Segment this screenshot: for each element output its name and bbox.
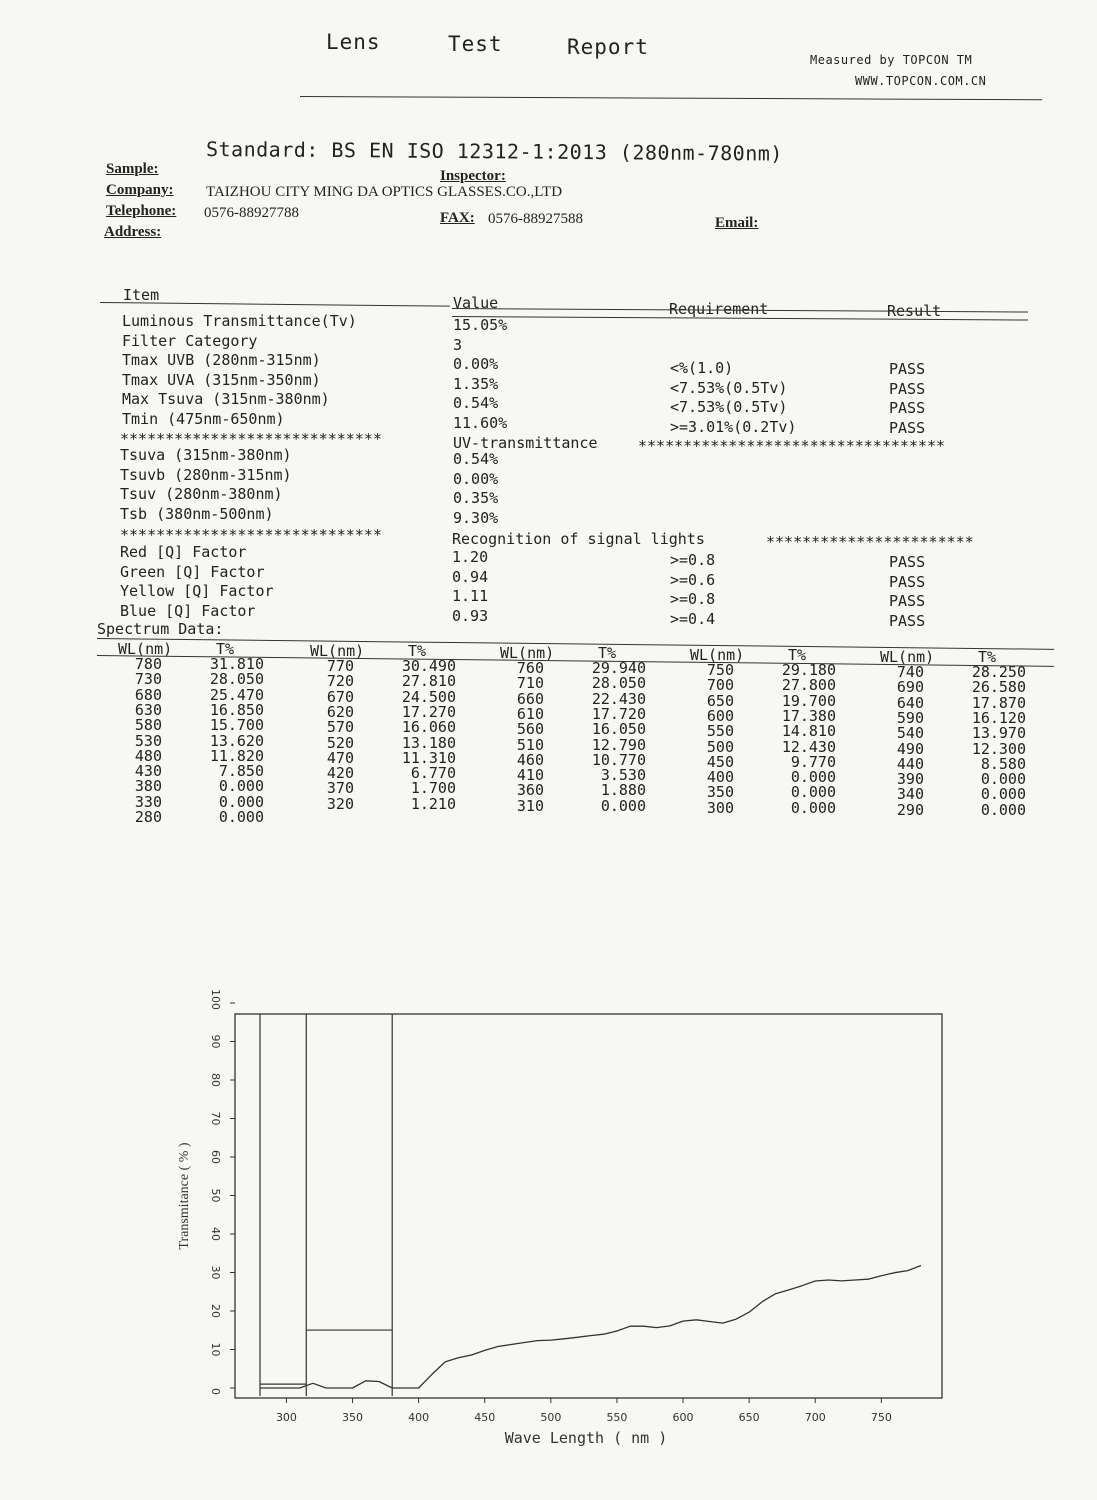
signal-row-requirement: >=0.4 <box>670 609 716 628</box>
spectrum-wl-cell: 770 <box>326 657 354 675</box>
spectrum-t-cell: 0.000 <box>218 777 264 796</box>
spectrum-t-cell: 29.940 <box>591 659 646 677</box>
spectrum-t-cell: 0.000 <box>600 796 646 815</box>
y-tick-label: 50 <box>209 1188 222 1203</box>
spectrum-wl-cell: 720 <box>326 672 354 691</box>
y-tick-label: 0 <box>209 1388 222 1395</box>
spectrum-wl-cell: 660 <box>516 689 544 708</box>
spectrum-t-cell: 27.810 <box>401 672 456 691</box>
spectrum-t-cell: 0.000 <box>218 792 264 811</box>
spectrum-wl-cell: 420 <box>326 764 354 783</box>
x-tick-label: 500 <box>540 1411 562 1424</box>
spectrum-t-cell: 0.000 <box>790 783 836 802</box>
signal-row-value: 0.93 <box>452 606 489 625</box>
spectrum-wl-cell: 380 <box>134 777 162 796</box>
spectrum-t-cell: 8.580 <box>980 754 1026 773</box>
signal-row-requirement: >=0.8 <box>670 551 716 569</box>
spectrum-wl-cell: 390 <box>896 770 924 789</box>
plot-frame <box>235 1014 942 1398</box>
x-tick-label: 650 <box>738 1411 760 1424</box>
spectrum-wl-cell: 500 <box>706 737 734 756</box>
spectrum-t-cell: 17.720 <box>591 704 646 723</box>
email-label: Email: <box>715 215 759 231</box>
spectrum-t-cell: 17.380 <box>781 706 836 725</box>
spectrum-wl-cell: 350 <box>706 783 734 802</box>
spectrum-t-cell: 22.430 <box>591 689 646 708</box>
row-value: 15.05% <box>453 316 508 334</box>
spectrum-t-cell: 19.700 <box>781 691 836 710</box>
spectrum-t-cell: 3.530 <box>600 766 646 785</box>
spectrum-wl-cell: 370 <box>326 779 354 798</box>
title-word-report: Report <box>567 35 649 59</box>
spectrum-t-cell: 28.050 <box>591 674 646 693</box>
spectrum-wl-cell: 430 <box>134 762 162 781</box>
spectrum-wl-cell: 530 <box>134 731 162 750</box>
y-tick-label: 60 <box>209 1150 222 1164</box>
row-item: Tmax UVB (280nm-315nm) <box>122 351 321 369</box>
website: WWW.TOPCON.COM.CN <box>855 74 987 88</box>
spectrum-wl-cell: 670 <box>326 687 354 706</box>
spectrum-t-cell: 1.700 <box>410 779 456 798</box>
spectrum-wl-cell: 460 <box>516 750 544 769</box>
spectrum-wl-cell: 650 <box>706 691 734 710</box>
spectrum-wl-cell: 570 <box>326 718 354 737</box>
x-tick-label: 300 <box>275 1411 297 1424</box>
signal-row-result: PASS <box>889 611 926 630</box>
row-item: Luminous Transmittance(Tv) <box>122 312 357 330</box>
spectrum-wl-cell: 750 <box>706 661 734 679</box>
spectrum-t-cell: 28.250 <box>971 663 1026 681</box>
spectrum-wl-header: WL(nm) <box>690 646 745 664</box>
spectrum-wl-header: WL(nm) <box>310 642 365 660</box>
y-tick-label: 20 <box>209 1304 222 1318</box>
row-value: 11.60% <box>453 413 508 432</box>
spectrum-wl-cell: 780 <box>134 655 162 673</box>
telephone-label: Telephone: <box>106 203 177 219</box>
signal-stars-right: *********************** <box>766 533 974 551</box>
spectrum-t-cell: 11.310 <box>401 748 456 767</box>
spectrum-t-cell: 11.820 <box>209 746 264 765</box>
spectrum-t-cell: 13.970 <box>971 724 1026 743</box>
spectrum-t-cell: 6.770 <box>410 764 456 783</box>
spectrum-wl-cell: 490 <box>896 739 924 758</box>
x-tick-label: 700 <box>804 1411 826 1424</box>
row-requirement: <7.53%(0.5Tv) <box>670 378 788 397</box>
uv-row-value: 9.30% <box>453 508 499 527</box>
spectrum-wl-cell: 320 <box>326 794 354 813</box>
standard-line: Standard: BS EN ISO 12312-1:2013 (280nm-780nm) <box>205 137 783 166</box>
signal-row-item: Yellow [Q] Factor <box>120 582 274 600</box>
col-header-item: Item <box>123 286 160 304</box>
company-value: TAIZHOU CITY MING DA OPTICS GLASSES.CO.,LTD <box>206 184 563 200</box>
x-tick-label: 600 <box>672 1411 694 1424</box>
y-tick-label: 30 <box>209 1265 222 1280</box>
row-result: PASS <box>889 418 926 437</box>
uv-stars-right: ********************************** <box>638 437 946 455</box>
company-label: Company: <box>106 182 174 198</box>
col-header-result: Result <box>887 302 942 320</box>
title-word-lens: Lens <box>326 30 381 54</box>
signal-row-requirement: >=0.8 <box>670 590 716 608</box>
spectrum-t-cell: 0.000 <box>790 768 836 787</box>
spectrum-wl-cell: 610 <box>516 704 544 723</box>
spectrum-wl-header: WL(nm) <box>880 648 935 666</box>
spectrum-t-cell: 29.180 <box>781 661 836 679</box>
spectrum-t-header: T% <box>788 646 807 664</box>
row-requirement: <%(1.0) <box>670 359 734 377</box>
signal-row-item: Green [Q] Factor <box>120 562 265 581</box>
spectrum-wl-cell: 550 <box>706 722 734 741</box>
spectrum-wl-cell: 540 <box>896 724 924 743</box>
signal-row-value: 1.11 <box>452 587 489 605</box>
row-value: 3 <box>453 335 463 354</box>
signal-row-result: PASS <box>889 553 926 571</box>
spectrum-wl-cell: 400 <box>706 768 734 787</box>
spectrum-t-cell: 13.620 <box>209 731 264 750</box>
row-value: 0.00% <box>453 355 499 373</box>
row-result: PASS <box>889 379 926 398</box>
spectrum-t-cell: 0.000 <box>980 785 1026 804</box>
spectrum-t-cell: 0.000 <box>218 808 264 826</box>
spectrum-wl-cell: 510 <box>516 735 544 754</box>
spectrum-wl-cell: 710 <box>516 674 544 693</box>
x-tick-label: 450 <box>474 1411 496 1424</box>
signal-section-label: Recognition of signal lights <box>452 530 705 548</box>
spectrum-wl-cell: 470 <box>326 748 354 767</box>
spectrum-wl-cell: 280 <box>134 808 162 826</box>
spectrum-wl-cell: 410 <box>516 766 544 785</box>
y-tick-label: 10 <box>209 1342 222 1357</box>
signal-row-value: 1.20 <box>452 548 489 566</box>
y-tick-label: 40 <box>209 1227 222 1241</box>
sample-label: Sample: <box>106 161 159 177</box>
row-item: Filter Category <box>122 331 258 350</box>
spectrum-t-cell: 17.870 <box>971 693 1026 712</box>
y-axis-label: Transmitance ( % ) <box>177 1142 192 1250</box>
spectrum-wl-cell: 630 <box>134 700 162 719</box>
spectrum-wl-cell: 300 <box>706 798 734 817</box>
inspector-label: Inspector: <box>440 168 506 184</box>
row-requirement: <7.53%(0.5Tv) <box>670 398 788 416</box>
row-value: 1.35% <box>453 374 499 393</box>
x-axis-label: Wave Length ( nm ) <box>504 1429 668 1447</box>
spectrum-t-cell: 17.270 <box>401 702 456 721</box>
row-item: Tmin (475nm-650nm) <box>122 409 285 428</box>
signal-stars-left: ***************************** <box>120 526 382 544</box>
spectrum-wl-cell: 310 <box>516 796 544 815</box>
spectrum-t-cell: 12.300 <box>971 739 1026 758</box>
transmittance-curve <box>260 1266 921 1389</box>
spectrum-t-cell: 1.210 <box>410 794 456 813</box>
uv-row-value: 0.54% <box>453 450 499 468</box>
spectrum-wl-header: WL(nm) <box>500 644 555 662</box>
x-tick-label: 350 <box>342 1411 364 1424</box>
row-result: PASS <box>889 399 926 417</box>
row-item: Tmax UVA (315nm-350nm) <box>122 370 321 389</box>
spectrum-wl-cell: 690 <box>896 678 924 697</box>
spectrum-wl-cell: 290 <box>896 800 924 819</box>
spectrum-t-header: T% <box>978 648 997 666</box>
spectrum-t-cell: 7.850 <box>218 762 264 781</box>
spectrum-t-cell: 12.790 <box>591 735 646 754</box>
spectrum-t-cell: 0.000 <box>980 770 1026 789</box>
uv-row-value: 0.35% <box>453 489 499 507</box>
spectrum-wl-cell: 680 <box>134 685 162 704</box>
spectrum-wl-cell: 360 <box>516 781 544 800</box>
uv-row-item: Tsuv (280nm-380nm) <box>120 485 283 503</box>
fax-value: 0576-88927588 <box>488 211 583 227</box>
signal-row-value: 0.94 <box>452 567 489 586</box>
spectrum-wl-cell: 520 <box>326 733 354 752</box>
telephone-value: 0576-88927788 <box>204 205 299 221</box>
spectrum-t-cell: 30.490 <box>401 657 456 675</box>
spectrum-t-cell: 16.850 <box>209 700 264 719</box>
y-tick-label: 70 <box>209 1111 222 1126</box>
spectrum-wl-cell: 600 <box>706 706 734 725</box>
spectrum-wl-cell: 480 <box>134 746 162 765</box>
y-tick-label: 100 <box>209 989 222 1010</box>
address-label: Address: <box>104 224 162 240</box>
row-item: Max Tsuva (315nm-380nm) <box>122 390 330 408</box>
spectrum-t-cell: 0.000 <box>980 800 1026 819</box>
spectrum-t-cell: 0.000 <box>790 798 836 817</box>
spectrum-t-cell: 14.810 <box>781 722 836 741</box>
uv-section-label: UV-transmittance <box>453 434 598 452</box>
spectrum-wl-cell: 560 <box>516 720 544 739</box>
spectrum-t-cell: 1.880 <box>600 781 646 800</box>
spectrum-t-header: T% <box>598 644 617 662</box>
spectrum-wl-cell: 440 <box>896 754 924 773</box>
spectrum-t-cell: 16.050 <box>591 720 646 739</box>
uv-row-item: Tsb (380nm-500nm) <box>120 504 274 523</box>
x-tick-label: 550 <box>606 1411 628 1424</box>
signal-row-result: PASS <box>889 572 926 591</box>
spectrum-t-cell: 28.050 <box>209 670 264 689</box>
col-header-value: Value <box>453 294 499 312</box>
uv-row-value: 0.00% <box>453 469 499 488</box>
row-requirement: >=3.01%(0.2Tv) <box>670 417 797 436</box>
spectrum-t-cell: 31.810 <box>209 655 264 673</box>
spectrum-wl-header: WL(nm) <box>118 640 173 658</box>
spectrum-t-header: T% <box>216 640 235 658</box>
spectrum-wl-cell: 450 <box>706 752 734 771</box>
spectrum-wl-cell: 730 <box>134 670 162 689</box>
signal-row-result: PASS <box>889 592 926 610</box>
spectrum-wl-cell: 640 <box>896 693 924 712</box>
spectrum-t-cell: 25.470 <box>209 685 264 704</box>
spectrum-wl-cell: 580 <box>134 716 162 735</box>
y-tick-label: 80 <box>209 1073 222 1087</box>
x-tick-label: 400 <box>408 1411 430 1424</box>
spectrum-wl-cell: 740 <box>896 663 924 681</box>
title-word-test: Test <box>448 32 503 56</box>
spectrum-t-cell: 12.430 <box>781 737 836 756</box>
signal-row-requirement: >=0.6 <box>670 570 716 589</box>
row-result: PASS <box>889 360 926 378</box>
spectrum-t-cell: 16.120 <box>971 708 1026 727</box>
fax-label: FAX: <box>440 210 475 226</box>
uv-row-item: Tsuvb (280nm-315nm) <box>120 465 292 484</box>
spectrum-wl-cell: 340 <box>896 785 924 804</box>
spectrum-wl-cell: 620 <box>326 702 354 721</box>
spectrum-wl-cell: 760 <box>516 659 544 677</box>
uv-stars-left: ***************************** <box>120 430 382 448</box>
col-header-requirement: Requirement <box>669 300 769 318</box>
row-value: 0.54% <box>453 394 499 412</box>
signal-row-item: Red [Q] Factor <box>120 543 247 561</box>
spectrum-t-header: T% <box>408 642 427 660</box>
spectrum-t-cell: 27.800 <box>781 676 836 695</box>
signal-row-item: Blue [Q] Factor <box>120 601 256 620</box>
spectrum-t-cell: 15.700 <box>209 716 264 735</box>
spectrum-wl-cell: 590 <box>896 708 924 727</box>
measured-by: Measured by TOPCON TM <box>810 53 973 67</box>
spectrum-t-cell: 13.180 <box>401 733 456 752</box>
spectrum-t-cell: 26.580 <box>971 678 1026 697</box>
uv-row-item: Tsuva (315nm-380nm) <box>120 446 292 464</box>
y-tick-label: 90 <box>209 1034 222 1049</box>
spectrum-wl-cell: 700 <box>706 676 734 695</box>
spectrum-t-cell: 10.770 <box>591 750 646 769</box>
spectrum-title: Spectrum Data: <box>97 620 224 638</box>
spectrum-wl-cell: 330 <box>134 792 162 811</box>
spectrum-t-cell: 9.770 <box>790 752 836 771</box>
spectrum-t-cell: 24.500 <box>401 687 456 706</box>
spectrum-t-cell: 16.060 <box>401 718 456 737</box>
x-tick-label: 750 <box>870 1411 892 1424</box>
